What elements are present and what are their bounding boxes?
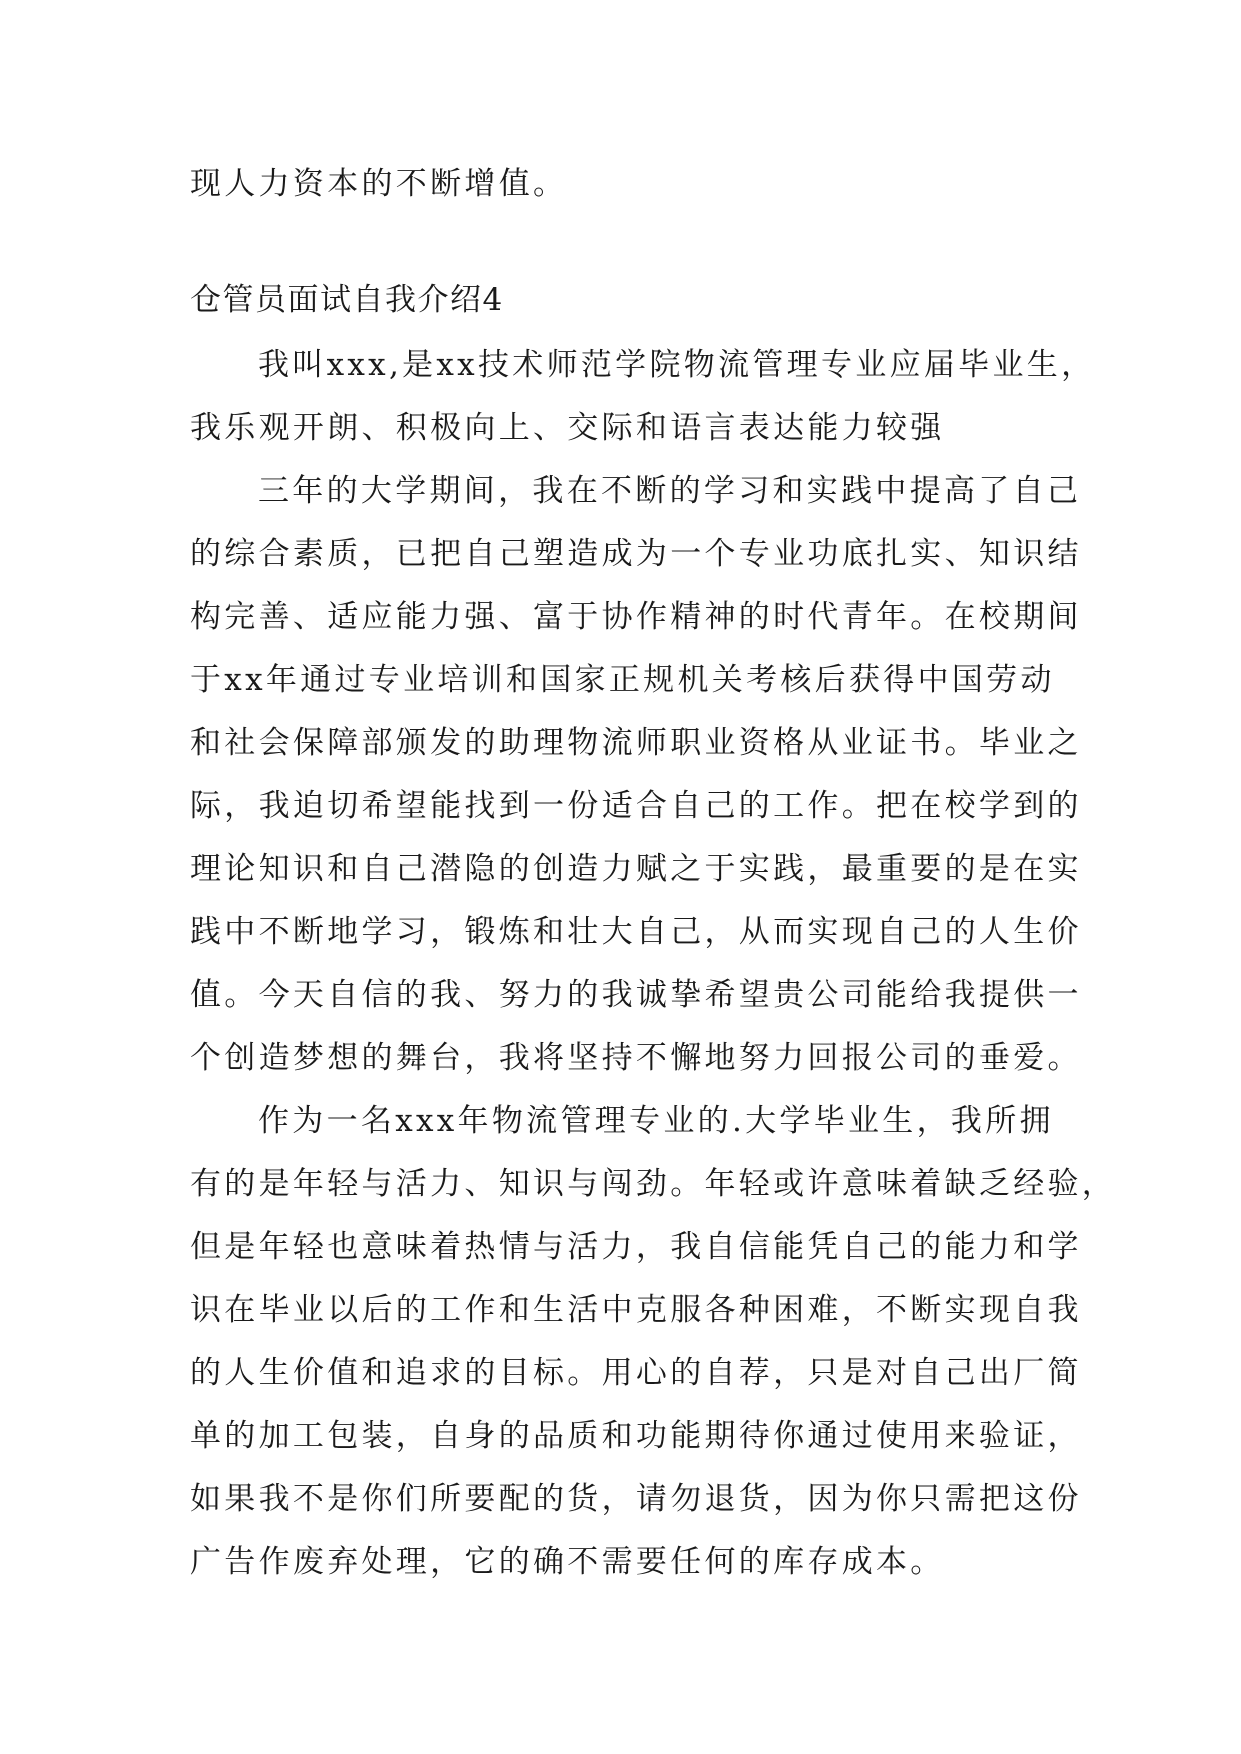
text-line: 于xx年通过专业培训和国家正规机关考核后获得中国劳动 xyxy=(190,662,1055,698)
text-line: 际，我迫切希望能找到一份适合自己的工作。把在校学到的 xyxy=(190,788,1082,824)
text-line: 值。今天自信的我、努力的我诚挚希望贵公司能给我提供一 xyxy=(190,977,1082,1013)
text-line: 的人生价值和追求的目标。用心的自荐，只是对自己出厂简 xyxy=(190,1355,1082,1391)
text-line: 构完善、适应能力强、富于协作精神的时代青年。在校期间 xyxy=(190,599,1082,635)
text-line: 我叫xxx,是xx技术师范学院物流管理专业应届毕业生， xyxy=(258,347,1096,383)
text-line: 和社会保障部颁发的助理物流师职业资格从业证书。毕业之 xyxy=(190,725,1082,761)
text-line: 广告作废弃处理，它的确不需要任何的库存成本。 xyxy=(190,1544,945,1580)
text-line: 三年的大学期间，我在不断的学习和实践中提高了自己 xyxy=(258,473,1082,509)
text-line: 个创造梦想的舞台，我将坚持不懈地努力回报公司的垂爱。 xyxy=(190,1040,1082,1076)
text-line: 但是年轻也意味着热情与活力，我自信能凭自己的能力和学 xyxy=(190,1229,1082,1265)
text-line: 识在毕业以后的工作和生活中克服各种困难，不断实现自我 xyxy=(190,1292,1082,1328)
text-line: 我乐观开朗、积极向上、交际和语言表达能力较强 xyxy=(190,410,945,446)
text-line: 的综合素质，已把自己塑造成为一个专业功底扎实、知识结 xyxy=(190,536,1082,572)
section-heading: 仓管员面试自我介绍4 xyxy=(190,282,504,318)
text-line: 践中不断地学习，锻炼和壮大自己，从而实现自己的人生价 xyxy=(190,914,1082,950)
text-line: 如果我不是你们所要配的货，请勿退货，因为你只需把这份 xyxy=(190,1481,1082,1517)
text-line: 现人力资本的不断增值。 xyxy=(190,166,568,202)
text-line: 作为一名xxx年物流管理专业的.大学毕业生，我所拥 xyxy=(258,1103,1054,1139)
text-line: 有的是年轻与活力、知识与闯劲。年轻或许意味着缺乏经验， xyxy=(190,1166,1117,1202)
text-line: 理论知识和自己潜隐的创造力赋之于实践，最重要的是在实 xyxy=(190,851,1082,887)
text-line: 单的加工包装，自身的品质和功能期待你通过使用来验证， xyxy=(190,1418,1082,1454)
